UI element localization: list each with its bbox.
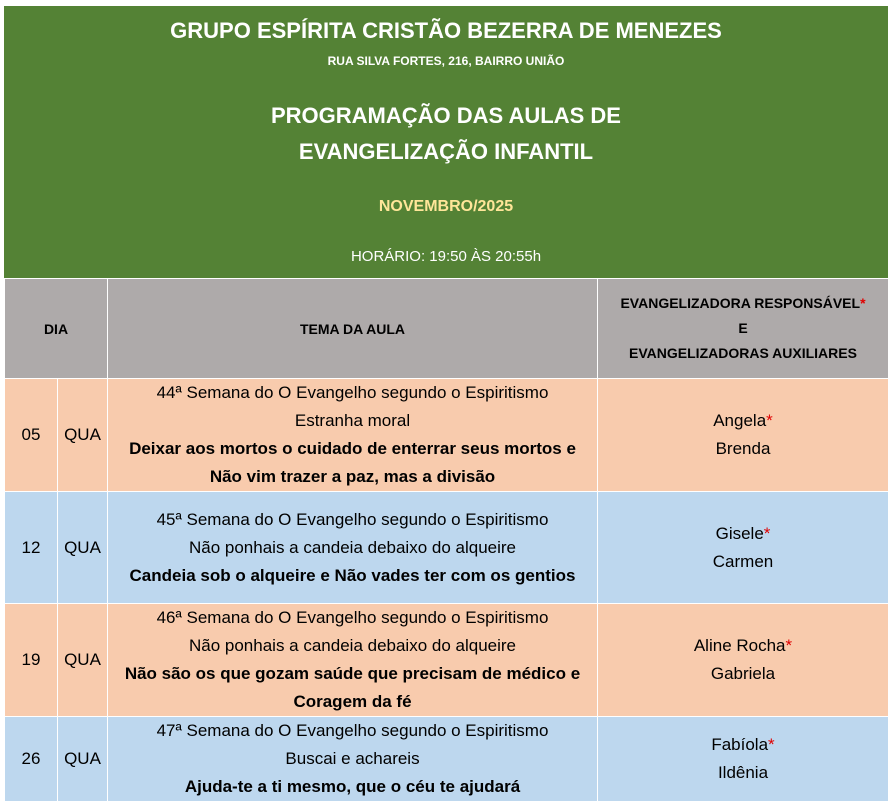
weekday: QUA [58,604,108,717]
month-label: NOVEMBRO/2025 [378,198,514,215]
lesson-topic: Candeia sob o alqueire e Não vades ter com os gentios [129,565,576,585]
auxiliary-name: Ildênia [717,763,769,782]
table-row [5,492,889,604]
column-header-responsible [598,279,889,379]
day-number: 19 [5,604,58,717]
week-title: 45ª Semana do O Evangelho segundo o Espiritismo [156,509,549,529]
responsible-name: Aline Rocha [693,636,786,655]
responsible-header-line1: EVANGELIZADORA RESPONSÁVEL [620,295,861,311]
responsible-header-line2: E [738,320,748,336]
table-header-row [5,279,889,379]
lesson-subtitle: Buscai e achareis [285,749,420,768]
org-name: GRUPO ESPÍRITA CRISTÃO BEZERRA DE MENEZES [170,18,722,43]
responsible-name: Gisele [715,523,764,543]
column-header-theme: TEMA DA AULA [108,279,598,379]
schedule-sheet [4,6,889,798]
lesson-theme [108,717,598,802]
asterisk-mark: * [766,411,773,430]
weekday: QUA [58,717,108,802]
lessons-table [4,278,889,379]
auxiliary-name: Carmen [712,551,774,571]
schedule-time: HORÁRIO: 19:50 ÀS 20:55h [350,248,542,265]
program-title-line1: PROGRAMAÇÃO DAS AULAS DE [271,103,621,128]
day-number: 12 [5,492,58,604]
lessons-body [4,378,889,802]
lesson-topic: Coragem da fé [293,692,412,711]
week-title: 46ª Semana do O Evangelho segundo o Espiritismo [156,608,549,627]
weekday: QUA [58,492,108,604]
asterisk-mark: * [785,636,793,655]
asterisk-mark: * [768,735,775,754]
lesson-theme [108,379,598,492]
asterisk-mark: * [860,295,866,311]
evangelizers [598,604,889,717]
lesson-topic: Ajuda-te a ti mesmo, que o céu te ajudará [184,777,521,796]
lesson-theme [108,604,598,717]
lesson-subtitle: Não ponhais a candeia debaixo do alqueire [188,636,517,655]
day-number: 26 [5,717,58,802]
address: RUA SILVA FORTES, 216, BAIRRO UNIÃO [327,54,565,68]
auxiliary-name: Brenda [715,439,771,458]
lesson-topic: Deixar aos mortos o cuidado de enterrar seus mortos e [129,439,576,458]
lesson-topic: Não são os que gozam saúde que precisam de médico e [124,664,581,683]
lesson-subtitle: Não ponhais a candeia debaixo do alqueire [188,537,517,557]
program-title-line2: EVANGELIZAÇÃO INFANTIL [298,139,594,164]
lesson-theme [108,492,598,604]
header-banner [4,6,888,278]
lesson-topic: Não vim trazer a paz, mas a divisão [209,467,496,486]
evangelizers [598,379,889,492]
column-header-day: DIA [5,279,108,379]
week-title: 44ª Semana do O Evangelho segundo o Espiritismo [156,383,549,402]
responsible-name: Fabíola [711,735,769,754]
lesson-subtitle: Estranha moral [294,411,411,430]
table-row [5,604,889,717]
evangelizers [598,492,889,604]
auxiliary-name: Gabriela [710,664,776,683]
day-number: 05 [5,379,58,492]
table-row [5,379,889,492]
evangelizers [598,717,889,802]
weekday: QUA [58,379,108,492]
asterisk-mark: * [763,523,771,543]
responsible-name: Angela [713,411,767,430]
responsible-header-line3: EVANGELIZADORAS AUXILIARES [629,345,857,361]
week-title: 47ª Semana do O Evangelho segundo o Espiritismo [156,721,549,740]
table-row [5,717,889,802]
